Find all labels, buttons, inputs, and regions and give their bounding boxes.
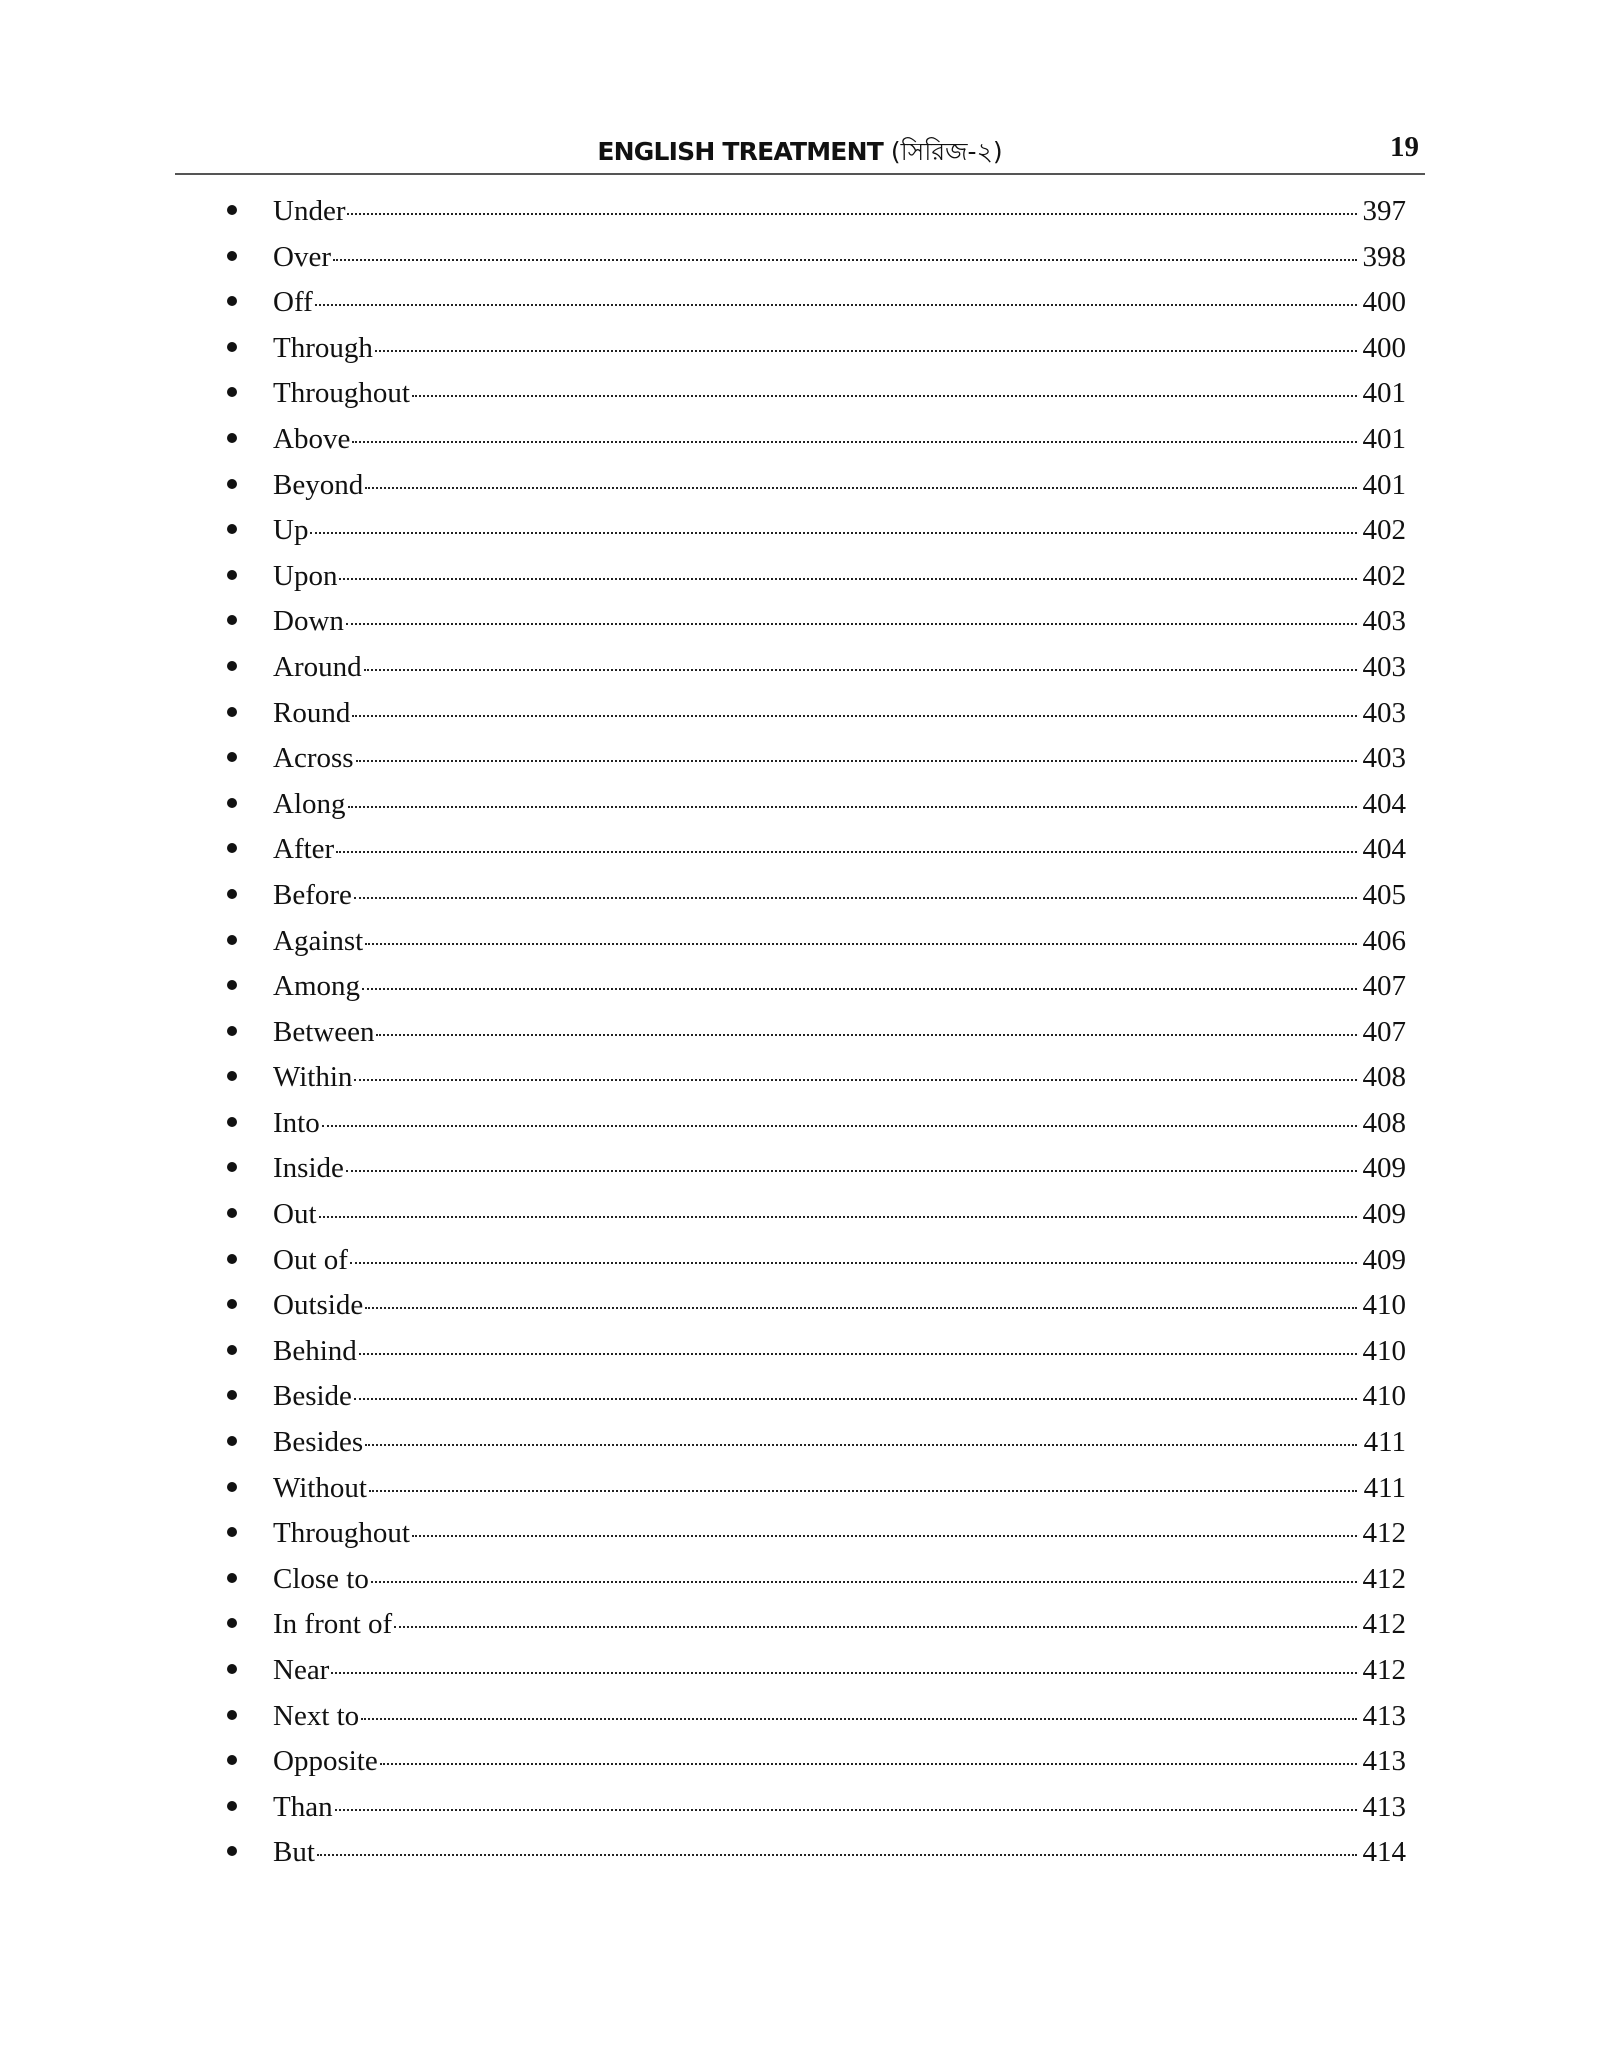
dot-leader <box>339 555 1359 585</box>
toc-entry[interactable] <box>222 828 1406 874</box>
bullet-icon <box>222 1786 273 1832</box>
toc-entry[interactable] <box>222 1011 1406 1057</box>
toc-entry[interactable] <box>222 692 1406 738</box>
dot-leader <box>412 1512 1359 1542</box>
entry-page-number: 414 <box>1362 1836 1406 1869</box>
bullet-icon <box>222 281 273 327</box>
dot-leader <box>359 1330 1359 1360</box>
toc-entry[interactable] <box>222 600 1406 646</box>
entry-label: Besides <box>273 1426 364 1459</box>
toc-entry[interactable] <box>222 1102 1406 1148</box>
entry-page-number: 402 <box>1362 559 1406 592</box>
entry-label: Into <box>273 1106 320 1139</box>
entry-page-number: 398 <box>1362 240 1406 273</box>
dot-leader <box>354 1056 1359 1086</box>
toc-entry[interactable] <box>222 509 1406 555</box>
entry-page-number: 412 <box>1362 1562 1406 1595</box>
toc-entry[interactable] <box>222 1786 1406 1832</box>
dot-leader <box>322 1102 1359 1132</box>
bullet-icon <box>222 737 273 783</box>
toc-entry[interactable] <box>222 1740 1406 1786</box>
dot-leader <box>315 281 1359 311</box>
toc-entry[interactable] <box>222 1239 1406 1285</box>
bullet-icon <box>222 1147 273 1193</box>
toc-entry[interactable] <box>222 1284 1406 1330</box>
entry-page-number: 410 <box>1362 1289 1406 1322</box>
entry-page-number: 412 <box>1362 1517 1406 1550</box>
bullet-icon <box>222 1284 273 1330</box>
entry-label: Along <box>273 787 346 820</box>
entry-label: Than <box>273 1790 333 1823</box>
bullet-icon <box>222 327 273 373</box>
entry-label: Throughout <box>273 377 410 410</box>
dot-leader <box>350 1239 1359 1269</box>
toc-entry[interactable] <box>222 646 1406 692</box>
toc-entry[interactable] <box>222 1193 1406 1239</box>
dot-leader <box>376 1011 1359 1041</box>
bullet-icon <box>222 1831 273 1877</box>
dot-leader <box>369 1467 1359 1497</box>
toc-entry[interactable] <box>222 281 1406 327</box>
entry-page-number: 402 <box>1362 514 1406 547</box>
entry-page-number: 409 <box>1362 1198 1406 1231</box>
toc-entry[interactable] <box>222 1512 1406 1558</box>
entry-page-number: 407 <box>1362 1015 1406 1048</box>
toc-entry[interactable] <box>222 418 1406 464</box>
toc-entry[interactable] <box>222 1695 1406 1741</box>
dot-leader <box>356 737 1359 767</box>
dot-leader <box>365 920 1359 950</box>
entry-page-number: 403 <box>1362 650 1406 683</box>
entry-page-number: 400 <box>1362 331 1406 364</box>
book-title: ENGLISH TREATMENT <box>597 137 883 166</box>
running-title <box>175 132 1425 175</box>
entry-label: Near <box>273 1654 330 1686</box>
entry-label: Between <box>273 1015 375 1048</box>
bullet-icon <box>222 1467 273 1513</box>
toc-entry[interactable] <box>222 1467 1406 1513</box>
toc-entry[interactable] <box>222 1330 1406 1376</box>
entry-label: Under <box>273 195 346 227</box>
bullet-icon <box>222 372 273 418</box>
entry-label: Round <box>273 696 351 729</box>
bullet-icon <box>222 1330 273 1376</box>
entry-page-number: 401 <box>1362 468 1406 501</box>
dot-leader <box>361 1695 1359 1725</box>
toc-entry[interactable] <box>222 1558 1406 1604</box>
entry-page-number: 413 <box>1362 1790 1406 1823</box>
toc-entry[interactable] <box>222 783 1406 829</box>
entry-page-number: 410 <box>1362 1334 1406 1367</box>
dot-leader <box>331 1649 1359 1679</box>
entry-label: In front of <box>273 1608 393 1641</box>
entry-page-number: 411 <box>1363 1426 1406 1459</box>
toc-entry[interactable] <box>222 737 1406 783</box>
bullet-icon <box>222 1011 273 1057</box>
dot-leader <box>380 1740 1359 1770</box>
toc-entry[interactable] <box>222 1421 1406 1467</box>
bullet-icon <box>222 1558 273 1604</box>
entry-label: Close to <box>273 1562 369 1595</box>
toc-entry[interactable] <box>222 1649 1406 1695</box>
bullet-icon <box>222 1649 273 1695</box>
dot-leader <box>362 965 1359 995</box>
entry-label: Before <box>273 878 352 911</box>
bullet-icon <box>222 1056 273 1102</box>
toc-entry[interactable] <box>222 1831 1406 1877</box>
header-divider <box>175 173 1425 175</box>
toc-entry[interactable] <box>222 920 1406 966</box>
entry-page-number: 413 <box>1362 1699 1406 1732</box>
bullet-icon <box>222 874 273 920</box>
dot-leader <box>371 1558 1359 1588</box>
dot-leader <box>319 1193 1360 1223</box>
entry-label: Upon <box>273 559 338 592</box>
dot-leader <box>348 783 1360 813</box>
dot-leader <box>347 190 1359 220</box>
bullet-icon <box>222 555 273 601</box>
entry-label: Through <box>273 331 373 364</box>
toc-entry[interactable] <box>222 372 1406 418</box>
entry-page-number: 400 <box>1362 286 1406 319</box>
dot-leader <box>365 464 1359 494</box>
toc-entry[interactable] <box>222 327 1406 373</box>
entry-page-number: 408 <box>1362 1106 1406 1139</box>
bullet-icon <box>222 1102 273 1148</box>
entry-label: But <box>273 1836 315 1869</box>
entry-label: Up <box>273 514 309 547</box>
bullet-icon <box>222 965 273 1011</box>
entry-page-number: 403 <box>1362 742 1406 775</box>
dot-leader <box>352 418 1359 448</box>
bullet-icon <box>222 236 273 282</box>
dot-leader <box>365 1421 1359 1451</box>
entry-label: Out <box>273 1198 317 1231</box>
dot-leader <box>365 1284 1359 1314</box>
entry-label: Next to <box>273 1699 360 1732</box>
entry-page-number: 397 <box>1362 195 1406 227</box>
entry-page-number: 409 <box>1362 1152 1406 1185</box>
bullet-icon <box>222 646 273 692</box>
entry-label: Inside <box>273 1152 344 1185</box>
entry-page-number: 404 <box>1362 787 1406 820</box>
bullet-icon <box>222 828 273 874</box>
entry-page-number: 403 <box>1362 696 1406 729</box>
entry-page-number: 407 <box>1362 970 1406 1003</box>
toc-entry[interactable] <box>222 1375 1406 1421</box>
entry-label: Beyond <box>273 468 364 501</box>
page-number: 19 <box>1390 131 1419 163</box>
bullet-icon <box>222 190 273 236</box>
entry-page-number: 411 <box>1363 1471 1406 1504</box>
bullet-icon <box>222 692 273 738</box>
dot-leader <box>346 600 1359 630</box>
entry-page-number: 403 <box>1362 605 1406 638</box>
toc-entry[interactable] <box>222 965 1406 1011</box>
bullet-icon <box>222 1603 273 1649</box>
dot-leader <box>336 828 1359 858</box>
dot-leader <box>354 1375 1359 1405</box>
entry-label: Without <box>273 1471 367 1504</box>
entry-page-number: 409 <box>1362 1243 1406 1276</box>
bullet-icon <box>222 600 273 646</box>
dot-leader <box>346 1147 1359 1177</box>
entry-page-number: 408 <box>1362 1061 1406 1094</box>
entry-page-number: 410 <box>1362 1380 1406 1413</box>
entry-label: Outside <box>273 1289 364 1322</box>
toc-entry[interactable] <box>222 1056 1406 1102</box>
bullet-icon <box>222 1239 273 1285</box>
entry-page-number: 413 <box>1362 1745 1406 1778</box>
entry-page-number: 404 <box>1362 833 1406 866</box>
bullet-icon <box>222 783 273 829</box>
entry-label: Opposite <box>273 1745 378 1778</box>
dot-leader <box>364 646 1359 676</box>
dot-leader <box>394 1603 1359 1633</box>
toc-entry[interactable] <box>222 190 1406 236</box>
toc-entry[interactable] <box>222 1147 1406 1193</box>
entry-page-number: 412 <box>1362 1654 1406 1686</box>
entry-label: Among <box>273 970 360 1003</box>
bullet-icon <box>222 1695 273 1741</box>
entry-label: After <box>273 833 335 866</box>
entry-page-number: 401 <box>1362 377 1406 410</box>
dot-leader <box>317 1831 1359 1861</box>
dot-leader <box>375 327 1359 357</box>
entry-label: Down <box>273 605 344 638</box>
toc-entry[interactable] <box>222 464 1406 510</box>
entry-page-number: 405 <box>1362 878 1406 911</box>
entry-page-number: 412 <box>1362 1608 1406 1641</box>
entry-page-number: 406 <box>1362 924 1406 957</box>
toc-entry[interactable] <box>222 236 1406 282</box>
series-label: (সিরিজ-২) <box>890 137 1003 166</box>
bullet-icon <box>222 1193 273 1239</box>
entry-label: Throughout <box>273 1517 410 1550</box>
entry-label: Across <box>273 742 354 775</box>
bullet-icon <box>222 509 273 555</box>
dot-leader <box>333 236 1359 266</box>
dot-leader <box>352 692 1359 722</box>
dot-leader <box>412 372 1359 402</box>
bullet-icon <box>222 1421 273 1467</box>
bullet-icon <box>222 464 273 510</box>
entry-page-number: 401 <box>1362 422 1406 455</box>
bullet-icon <box>222 1512 273 1558</box>
entry-label: Off <box>273 286 313 319</box>
bullet-icon <box>222 418 273 464</box>
entry-label: Within <box>273 1061 353 1094</box>
page-header <box>175 128 1425 172</box>
table-of-contents <box>222 190 1406 1877</box>
bullet-icon <box>222 1740 273 1786</box>
entry-label: Over <box>273 240 331 273</box>
dot-leader <box>354 874 1359 904</box>
entry-label: Behind <box>273 1334 357 1367</box>
entry-label: Beside <box>273 1380 352 1413</box>
entry-label: Against <box>273 924 364 957</box>
entry-label: Around <box>273 650 362 683</box>
entry-label: Above <box>273 422 351 455</box>
entry-label: Out of <box>273 1243 348 1276</box>
bullet-icon <box>222 1375 273 1421</box>
toc-entry[interactable] <box>222 874 1406 920</box>
dot-leader <box>310 509 1359 539</box>
bullet-icon <box>222 920 273 966</box>
toc-entry[interactable] <box>222 555 1406 601</box>
toc-entry[interactable] <box>222 1603 1406 1649</box>
dot-leader <box>335 1786 1359 1816</box>
